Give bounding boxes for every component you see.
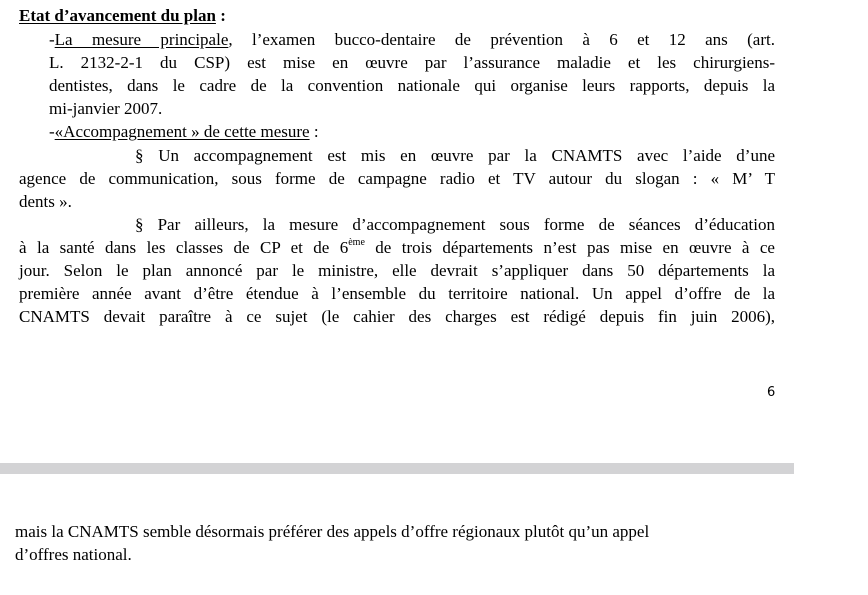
item1-line2: L. 2132-2-1 du CSP) est mise en œuvre par l’assurance maladie et les chirurgiens- [49, 53, 775, 72]
item1-line1 [49, 29, 775, 51]
para2-line2 [19, 237, 775, 259]
para1-line1: § Un accompagnement est mis en œuvre par la CNAMTS avec l’aide d’une [135, 146, 775, 165]
para2-line3: jour. Selon le plan annoncé par le ministre, elle devrait s’appliquer dans 50 départements la [19, 261, 775, 280]
item1-text: , l’examen bucco-dentaire de prévention à 6 et 12 ans (art. [228, 30, 775, 49]
page-break-divider [0, 463, 794, 474]
para2-line5: CNAMTS devait paraître à ce sujet (le cahier des charges est rédigé depuis fin juin 2006), [19, 307, 775, 326]
section-heading [19, 5, 226, 27]
item2-line [49, 121, 319, 143]
superscript: ème [348, 237, 365, 248]
page-number: 6 [767, 385, 776, 400]
para1-line3: dents ». [19, 192, 72, 211]
page2-line1: mais la CNAMTS semble désormais préférer des appels d’offre régionaux plutôt qu’un appel [15, 522, 650, 541]
page2-line2: d’offres national. [15, 545, 132, 564]
para2-line2-text: à la santé dans les classes de CP et de 6 [19, 238, 349, 257]
item1-line3: dentistes, dans le cadre de la convention nationale qui organise leurs rapports, depuis la [49, 76, 775, 95]
para2-line1: § Par ailleurs, la mesure d’accompagnement sous forme de séances d’éducation [135, 215, 775, 234]
item2-colon: : [309, 122, 319, 141]
item1-label: La mesure principale [54, 30, 229, 49]
para2-line4: première année avant d’être étendue à l’ensemble du territoire national. Un appel d’offre de la [19, 284, 775, 303]
item2-label: «Accompagnement » de cette mesure [54, 122, 310, 141]
para2-line2-text-rest: de trois départements n’est pas mise en œuvre à ce [364, 238, 775, 257]
para1-line2: agence de communication, sous forme de campagne radio et TV autour du slogan : « M’ T [19, 169, 775, 188]
item1-line4: mi-janvier 2007. [49, 99, 163, 118]
item-dash: - [49, 122, 55, 141]
heading-colon: : [215, 6, 226, 25]
item-dash: - [49, 30, 55, 49]
heading-text: Etat d’avancement du plan [19, 6, 216, 25]
